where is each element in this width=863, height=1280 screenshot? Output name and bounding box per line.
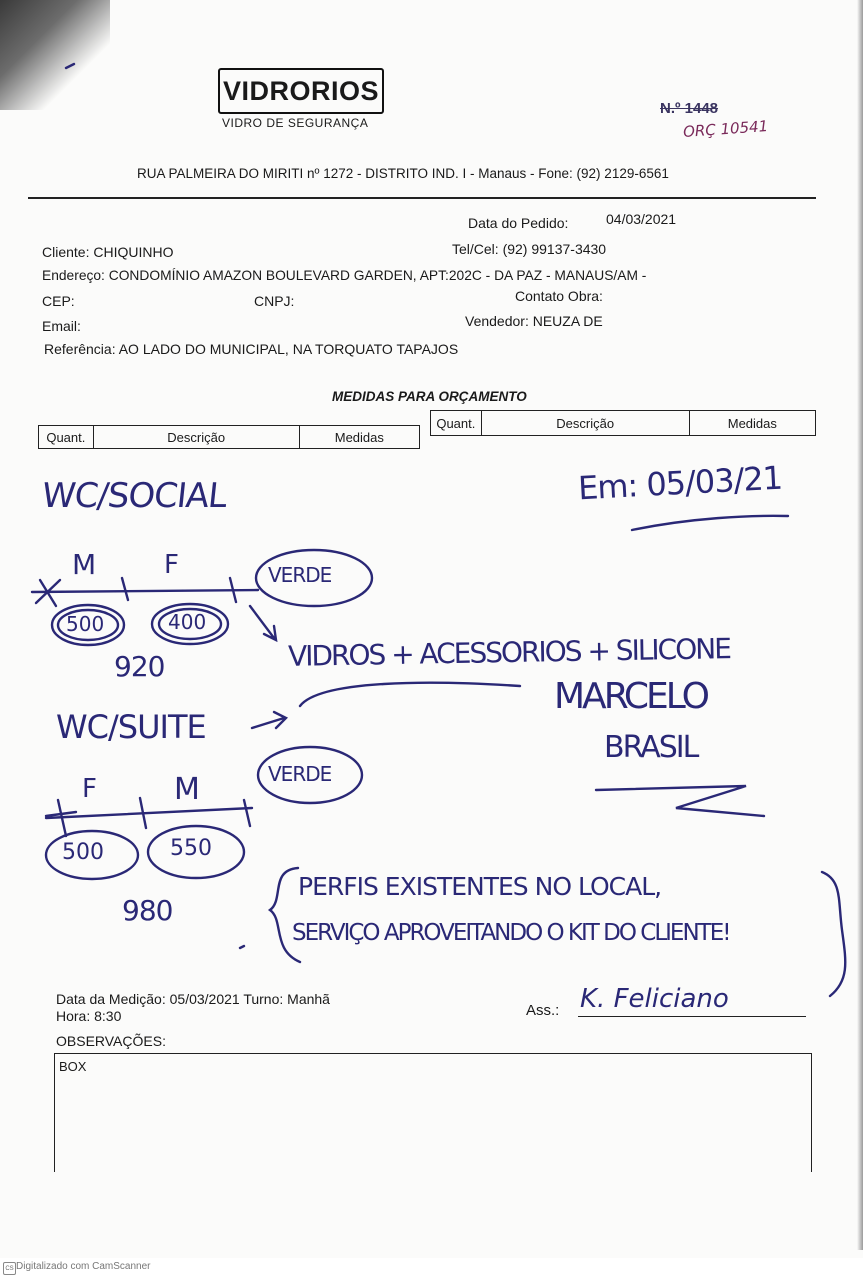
hw-wc-social: WC/SOCIAL	[39, 476, 229, 516]
z-mark	[596, 786, 764, 816]
cep-label: CEP:	[42, 293, 75, 309]
hw-val-550: 550	[170, 836, 212, 861]
col-qty-right: Quant.	[431, 411, 482, 435]
company-logo: VIDRORIOS	[218, 68, 384, 114]
col-desc-right: Descrição	[482, 411, 690, 435]
scanner-watermark: Digitalizado com CamScanner	[16, 1261, 151, 1272]
hw-val-500-a: 500	[66, 612, 105, 636]
observations-value: BOX	[59, 1059, 87, 1074]
tick-2c	[244, 800, 250, 826]
materials-underline	[300, 683, 520, 706]
measures-title: MEDIDAS PARA ORÇAMENTO	[332, 389, 527, 404]
col-qty-left: Quant.	[39, 426, 94, 448]
hw-verde-1: VERDE	[268, 563, 332, 587]
client-address: Endereço: CONDOMÍNIO AMAZON BOULEVARD GARDEN, APT:202C - DA PAZ - MANAUS/AM -	[42, 268, 647, 283]
order-date-label: Data do Pedido:	[468, 215, 569, 231]
arrow-suite	[252, 712, 286, 728]
hw-name-brasil: BRASIL	[604, 730, 698, 765]
email-label: Email:	[42, 318, 81, 334]
observations-label: OBSERVAÇÕES:	[56, 1033, 166, 1049]
client-name: Cliente: CHIQUINHO	[42, 244, 174, 260]
hw-materials: VIDROS + ACESSORIOS + SILICONE	[287, 632, 731, 673]
order-date-value: 04/03/2021	[606, 211, 677, 227]
measure-line-2	[46, 808, 252, 818]
measure-line-1	[32, 590, 258, 592]
signature-line	[578, 1016, 806, 1017]
budget-note: ORÇ 10541	[682, 117, 769, 141]
seller-name: Vendedor: NEUZA DE	[465, 313, 603, 329]
observations-box	[54, 1053, 812, 1172]
cnpj-label: CNPJ:	[254, 293, 295, 309]
hw-verde-2: VERDE	[268, 762, 332, 786]
hw-name-marcelo: MARCELO	[554, 676, 707, 717]
signature-label: Ass.:	[526, 1002, 560, 1019]
camscanner-icon: CS	[3, 1262, 16, 1275]
col-desc-left: Descrição	[94, 426, 300, 448]
company-address: RUA PALMEIRA DO MIRITI nº 1272 - DISTRITO IND. I - Manaus - Fone: (92) 2129-6561	[137, 166, 669, 181]
reference: Referência: AO LADO DO MUNICIPAL, NA TORQUATO TAPAJOS	[44, 341, 459, 357]
hw-signature: K. Feliciano	[580, 984, 729, 1014]
hw-note-line2: SERVIÇO APROVEITANDO O KIT DO CLIENTE!	[292, 920, 730, 946]
hw-total-920: 920	[114, 650, 165, 683]
hw-note-line1: PERFIS EXISTENTES NO LOCAL,	[298, 872, 662, 901]
note-brace-right	[822, 872, 845, 996]
hw-total-980: 980	[122, 894, 173, 927]
col-meas-right: Medidas	[727, 415, 777, 431]
hw-label-f1: F	[164, 550, 179, 580]
hw-label-f2: F	[82, 774, 97, 804]
stray-mark-2	[240, 946, 244, 948]
hw-date-note: Em: 05/03/21	[577, 458, 783, 508]
contact-label: Contato Obra:	[515, 288, 603, 304]
hw-label-m2: M	[174, 772, 200, 807]
hw-wc-suite: WC/SUITE	[56, 708, 206, 746]
date-underline	[632, 516, 788, 530]
client-phone: Tel/Cel: (92) 99137-3430	[452, 241, 607, 257]
measurement-time: Hora: 8:30	[56, 1008, 122, 1024]
stray-mark-1	[66, 64, 74, 68]
col-meas-left: Medidas	[334, 429, 384, 445]
order-number: N.º 1448	[660, 100, 719, 117]
scanner-footer	[0, 1258, 863, 1280]
company-subtitle: VIDRO DE SEGURANÇA	[222, 116, 369, 130]
hw-label-m1: M	[72, 548, 97, 581]
measurement-date: Data da Medição: 05/03/2021 Turno: Manhã	[56, 991, 330, 1007]
tick-1b	[122, 578, 128, 600]
hw-val-500-b: 500	[62, 840, 104, 865]
arrow-materials	[250, 606, 276, 640]
note-brace-left	[270, 868, 300, 962]
hw-val-400: 400	[168, 610, 207, 634]
